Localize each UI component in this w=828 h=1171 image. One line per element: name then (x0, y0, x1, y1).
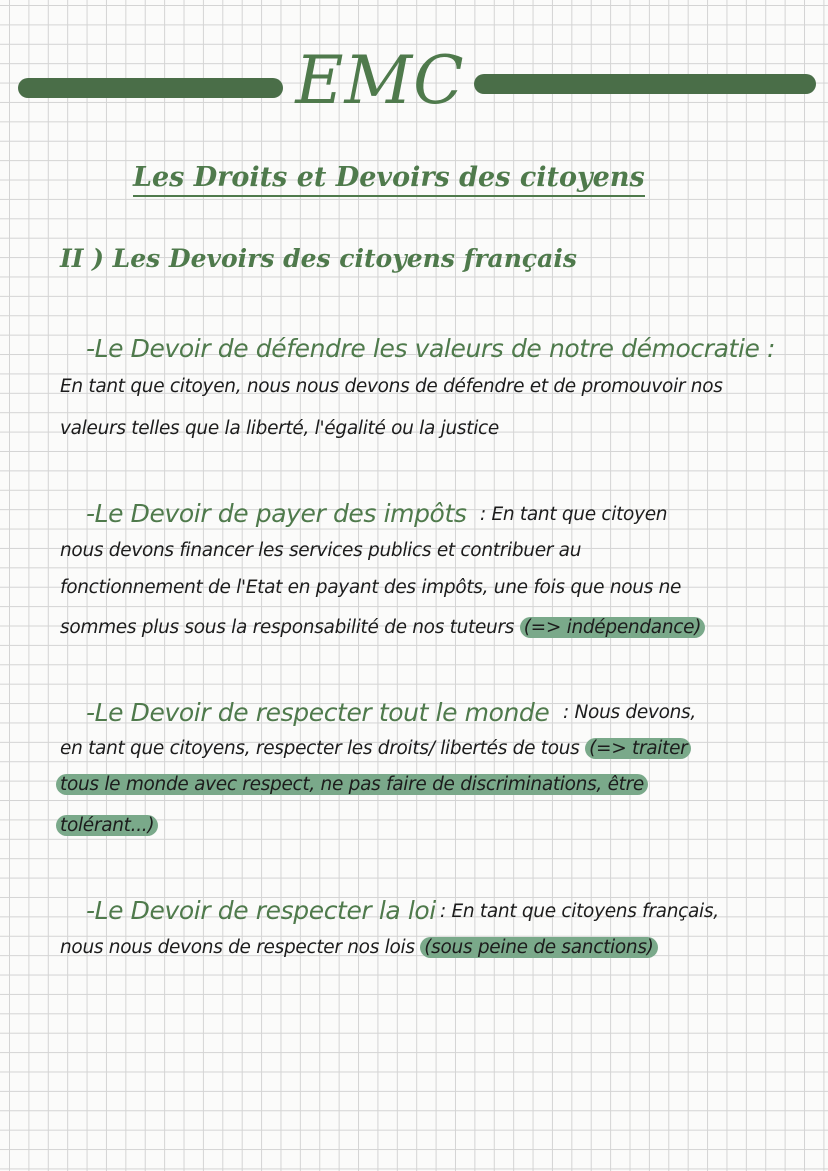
duty-text: sommes plus sous la responsabilité de nos tuteurs (60, 617, 515, 638)
duty-text-line-with-highlight (60, 738, 691, 759)
title-bar-left (18, 78, 283, 98)
duty-highlight-line (56, 815, 158, 836)
duty-text-line: valeurs telles que la liberté, l'égalité ou la justice (60, 418, 499, 439)
highlight-respect-1: (=> traiter (585, 738, 691, 759)
duty-inline-text: : En tant que citoyens français, (440, 901, 719, 922)
duty-heading-taxes: -Le Devoir de payer des impôts (86, 499, 467, 528)
duty-text-line: fonctionnement de l'Etat en payant des impôts, une fois que nous ne (60, 577, 682, 598)
duty-heading-law: -Le Devoir de respecter la loi (86, 896, 436, 925)
duty-text-line: nous devons financer les services publics et contribuer au (60, 540, 582, 561)
duty-heading-respect: -Le Devoir de respecter tout le monde (86, 698, 550, 727)
duty-text-line-with-highlight (60, 617, 705, 638)
section-heading: II ) Les Devoirs des citoyens français (60, 244, 577, 273)
highlight-respect-2: tous le monde avec respect, ne pas faire de discriminations, être (56, 774, 648, 795)
duty-text-line-with-highlight (60, 937, 658, 958)
page-title: EMC (295, 42, 465, 119)
highlight-respect-3: tolérant...) (56, 815, 158, 836)
page-subtitle: Les Droits et Devoirs des citoyens (133, 162, 645, 197)
highlight-independence: (=> indépendance) (520, 617, 705, 638)
duty-highlight-line (56, 774, 648, 795)
duty-inline-text: : Nous devons, (563, 702, 696, 723)
duty-heading-democracy: -Le Devoir de défendre les valeurs de notre démocratie : (86, 334, 776, 363)
duty-inline-text: : En tant que citoyen (480, 504, 668, 525)
duty-text: nous nous devons de respecter nos lois (60, 937, 421, 958)
highlight-sanctions: (sous peine de sanctions) (420, 937, 657, 958)
title-bar-right (474, 74, 816, 94)
duty-text-line: En tant que citoyen, nous nous devons de défendre et de promouvoir nos (60, 376, 723, 397)
duty-text: en tant que citoyens, respecter les droits/ libertés de tous (60, 738, 586, 759)
